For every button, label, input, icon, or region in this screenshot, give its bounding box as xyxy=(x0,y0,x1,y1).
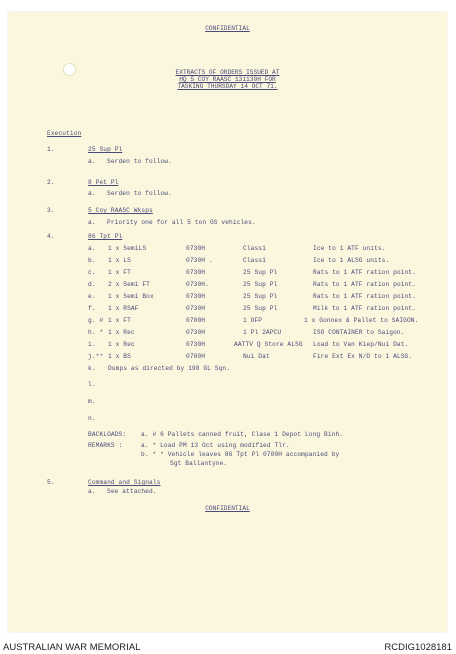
task-time: 0730H. xyxy=(186,281,209,288)
item-number: 4. xyxy=(47,233,55,240)
item-heading: 5 Coy RAASC Wksps xyxy=(88,207,153,214)
item-heading: 25 Sup Pl xyxy=(88,146,123,153)
task-letter: l. xyxy=(88,381,96,388)
item-number: 2. xyxy=(47,179,55,186)
task-description: Ice to 1 ALSG units. xyxy=(313,257,390,264)
task-letter: n. xyxy=(88,415,96,422)
archive-reference: RCDIG1028181 xyxy=(384,642,452,653)
task-letter: a. xyxy=(88,245,96,252)
task-from: 25 Sup Pl xyxy=(243,305,278,312)
document-page xyxy=(8,12,447,632)
task-from: Nui Dat xyxy=(243,353,270,360)
task-description: Milk to 1 ATF ration point. xyxy=(313,305,416,312)
task-letter: j.** xyxy=(88,353,104,360)
task-vehicle: 1 x LS xyxy=(108,257,131,264)
task-from: 25 Sup Pl xyxy=(243,293,278,300)
task-letter: g. # xyxy=(88,317,104,324)
task-description: ISO CONTAINER to Saigon. xyxy=(313,329,405,336)
task-from: 25 Sup Pl xyxy=(243,281,278,288)
task-vehicle: 1 x FT xyxy=(108,317,131,324)
item-heading: 8 Pet Pl xyxy=(88,179,119,186)
task-from: Class1 xyxy=(243,245,266,252)
item-sub-text: See attached. xyxy=(107,488,157,495)
task-letter: b. xyxy=(88,257,96,264)
title-line-2: HQ 5 COY RAASC 131130H FOR xyxy=(179,76,276,83)
task-description: Rats to 1 ATF ration point. xyxy=(313,281,416,288)
task-vehicle: 1 x Rec xyxy=(108,341,135,348)
task-time: 0730H . xyxy=(186,257,213,264)
item-sub-text: Serden to follow. xyxy=(107,158,172,165)
remarks-label: REMARKS : xyxy=(88,442,123,449)
item-number: 5. xyxy=(47,479,55,486)
task-from: 1 Pl 2APCU xyxy=(243,329,282,336)
task-vehicle: 1 x RSAF xyxy=(108,305,139,312)
task-description: 1 x Gonnex & Pallet to SAIGON. xyxy=(304,317,419,324)
task-description: Rats to 1 ATF ration point. xyxy=(313,269,416,276)
task-letter: c. xyxy=(88,269,96,276)
task-from: Class1 xyxy=(243,257,266,264)
item-sub-letter: a. xyxy=(88,219,96,226)
task-vehicle: 1 x Semi Box xyxy=(108,293,154,300)
task-time: 0730H xyxy=(186,341,206,348)
remarks-line-3: Sgt Ballantyne. xyxy=(170,460,228,467)
task-description: Load to Van Kiep/Nui Dat. xyxy=(313,341,409,348)
archive-footer xyxy=(0,640,456,654)
task-vehicle: 1 x Rec xyxy=(108,329,135,336)
task-vehicle: 1 x FT xyxy=(108,269,131,276)
classification-header: CONFIDENTIAL xyxy=(205,25,250,32)
task-letter: f. xyxy=(88,305,96,312)
task-from: 25 Sup Pl xyxy=(243,269,278,276)
item-sub-text: Serden to follow. xyxy=(107,190,172,197)
task-letter: i. xyxy=(88,341,96,348)
task-vehicle: Dumps as directed by 198 GL Sqn. xyxy=(108,365,231,372)
task-letter: e. xyxy=(88,293,96,300)
item-sub-letter: a. xyxy=(88,158,96,165)
title-line-3: TASKING THURSDAY 14 OCT 71. xyxy=(177,83,278,90)
remarks-line-1: a. * Load PM 13 Oct using modified Tlr. xyxy=(141,442,290,449)
task-time: 0700H xyxy=(186,353,206,360)
task-time: 0700H xyxy=(186,317,206,324)
task-time: 0730H xyxy=(186,305,206,312)
item-heading: Command and Signals xyxy=(88,479,161,486)
task-time: 0730H xyxy=(186,269,206,276)
item-number: 3. xyxy=(47,207,55,214)
item-sub-letter: a. xyxy=(88,488,96,495)
task-vehicle: 1 x SemiLS xyxy=(108,245,147,252)
task-letter: h. * xyxy=(88,329,104,336)
item-sub-letter: a. xyxy=(88,190,96,197)
task-from: 1 OFP xyxy=(243,317,263,324)
task-description: Rats to 1 ATF ration point. xyxy=(313,293,416,300)
task-from: AATTV Q Store ALSG xyxy=(234,341,303,348)
task-time: 0730H xyxy=(186,245,206,252)
task-vehicle: 2 x Semi FT xyxy=(108,281,150,288)
task-vehicle: 1 x BS xyxy=(108,353,131,360)
item-heading: 86 Tpt Pl xyxy=(88,233,123,240)
task-description: Ice to 1 ATF units. xyxy=(313,245,386,252)
backloads-text: a. # 6 Pallets canned fruit, Clase 1 Depot Long Binh. xyxy=(141,431,344,438)
task-time: 0730H xyxy=(186,293,206,300)
task-time: 0730H xyxy=(186,329,206,336)
classification-footer: CONFIDENTIAL xyxy=(205,505,250,512)
remarks-line-2: b. * * Vehicle leaves 86 Tpt Pl 0700H accompanied by xyxy=(141,451,340,458)
task-letter: d. xyxy=(88,281,96,288)
archive-name: AUSTRALIAN WAR MEMORIAL xyxy=(3,642,141,653)
task-description: Fire Ext Ex N/D to 1 ALSG. xyxy=(313,353,413,360)
task-letter: m. xyxy=(88,398,96,405)
title-line-1: EXTRACTS OF ORDERS ISSUED AT xyxy=(175,69,280,76)
item-sub-text: Priority one for all 5 ton GS vehicles. xyxy=(107,219,256,226)
backloads-label: BACKLOADS: xyxy=(88,431,127,438)
item-number: 1. xyxy=(47,146,55,153)
task-letter: k. xyxy=(88,365,96,372)
section-heading: Execution xyxy=(47,130,82,137)
